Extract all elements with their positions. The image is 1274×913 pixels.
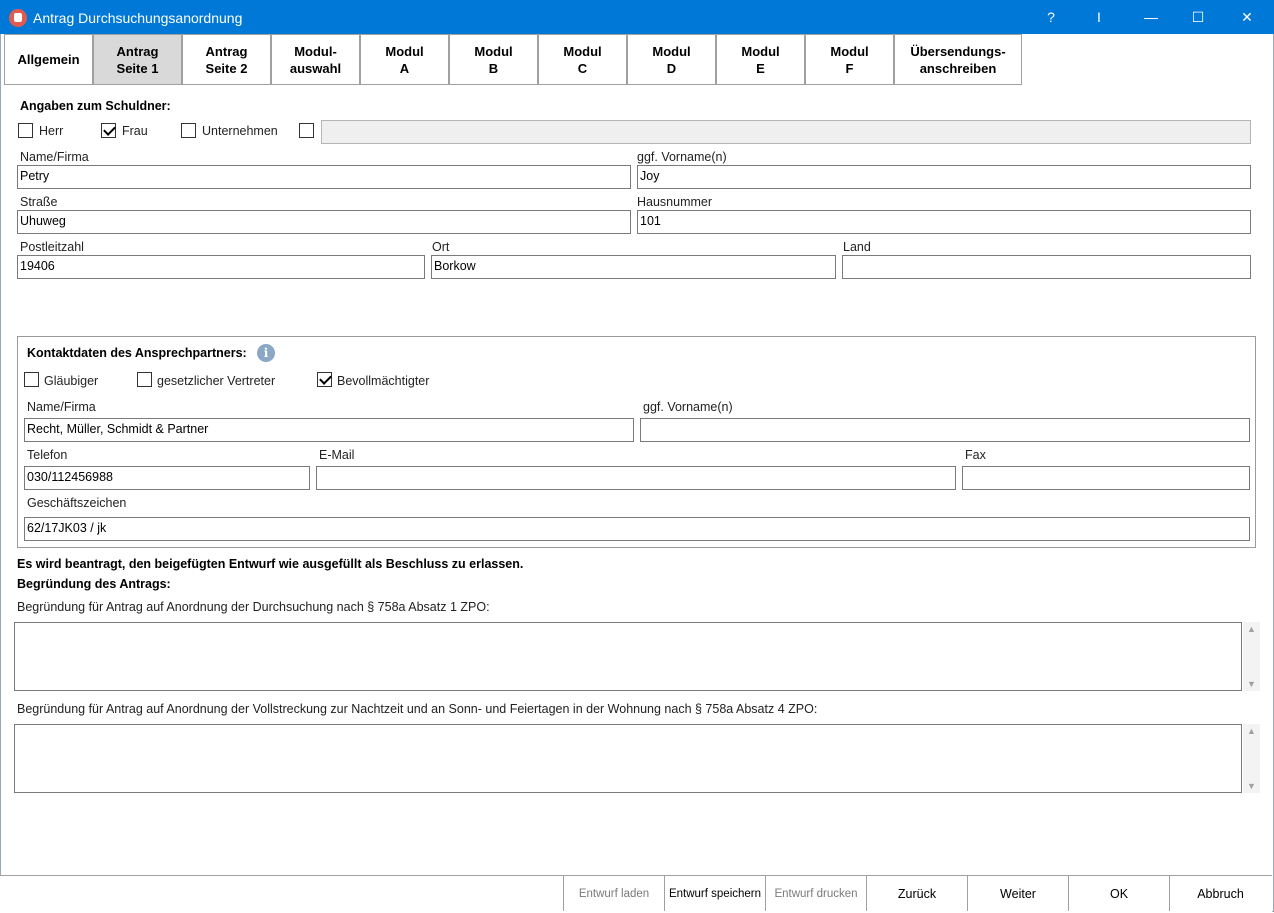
glaeubiger-label: Gläubiger [44,374,99,388]
other-field[interactable] [321,120,1251,144]
other-checkbox[interactable] [299,123,314,138]
tab-modul-d[interactable]: Modul D [627,34,716,85]
kontakt-heading: Kontaktdaten des Ansprechpartners: [27,346,247,360]
entwurf-speichern-button[interactable]: Entwurf speichern [664,876,765,911]
tab-modul-c[interactable]: Modul C [538,34,627,85]
weiter-button[interactable]: Weiter [967,876,1068,911]
fax-label: Fax [965,448,986,462]
herr-label: Herr [39,124,64,138]
kontakt-vorname-label: ggf. Vorname(n) [643,400,733,414]
plz-label: Postleitzahl [20,240,84,254]
tab-modulauswahl[interactable]: Modul- auswahl [271,34,360,85]
tab-antrag-seite-1[interactable]: Antrag Seite 1 [93,34,182,85]
land-field[interactable] [842,255,1251,279]
tab-modul-b[interactable]: Modul B [449,34,538,85]
scroll-up-icon[interactable]: ▲ [1247,726,1256,736]
kontakt-name-label: Name/Firma [27,400,96,414]
email-label: E-Mail [319,448,355,462]
ort-field[interactable]: Borkow [431,255,836,279]
frau-label: Frau [122,124,148,138]
scroll-down-icon[interactable]: ▼ [1247,679,1256,689]
ort-label: Ort [432,240,450,254]
begruendung-2-textarea[interactable] [14,724,1242,793]
schuldner-name-field[interactable]: Petry [17,165,631,189]
ok-button[interactable]: OK [1068,876,1169,911]
fax-field[interactable] [962,466,1250,490]
unternehmen-label: Unternehmen [202,124,278,138]
antrag-statement: Es wird beantragt, den beigefügten Entwurf wie ausgefüllt als Beschluss zu erlassen. [17,557,524,571]
maximize-button[interactable]: ☐ [1191,9,1205,25]
vorname-label: ggf. Vorname(n) [637,150,727,164]
hausnummer-label: Hausnummer [637,195,713,209]
info-icon[interactable]: i [257,344,275,362]
title-bar [0,0,1274,34]
begruendung-1-scrollbar[interactable] [1243,622,1260,691]
plz-field[interactable]: 19406 [17,255,425,279]
tab-modul-f[interactable]: Modul F [805,34,894,85]
geschaeftszeichen-field[interactable]: 62/17JK03 / jk [24,517,1250,541]
name-firma-label: Name/Firma [20,150,89,164]
minimize-button[interactable]: — [1144,9,1158,25]
vertreter-checkbox[interactable] [137,372,152,387]
tab-modul-e[interactable]: Modul E [716,34,805,85]
kontakt-name-field[interactable]: Recht, Müller, Schmidt & Partner [24,418,634,442]
telefon-label: Telefon [27,448,68,462]
text-cursor-icon: I [1097,9,1101,25]
frau-checkbox[interactable] [101,123,116,138]
glaeubiger-checkbox[interactable] [24,372,39,387]
entwurf-laden-button[interactable]: Entwurf laden [563,876,664,911]
tab-allgemein[interactable]: Allgemein [4,34,93,85]
begruendung-1-textarea[interactable] [14,622,1242,691]
land-label: Land [843,240,871,254]
tab-antrag-seite-2[interactable]: Antrag Seite 2 [182,34,271,85]
begruendung-2-scrollbar[interactable] [1243,724,1260,793]
tab-uebersendungsanschreiben[interactable]: Übersendungs- anschreiben [894,34,1022,85]
geschaeftszeichen-label: Geschäftszeichen [27,496,127,510]
zurueck-button[interactable]: Zurück [866,876,967,911]
abbruch-button[interactable]: Abbruch [1169,876,1271,911]
close-button[interactable]: ✕ [1241,9,1253,25]
strasse-field[interactable]: Uhuweg [17,210,631,234]
entwurf-drucken-button[interactable]: Entwurf drucken [765,876,866,911]
schuldner-vorname-field[interactable]: Joy [637,165,1251,189]
strasse-label: Straße [20,195,58,209]
scroll-up-icon[interactable]: ▲ [1247,624,1256,634]
herr-checkbox[interactable] [18,123,33,138]
bevollmaechtigter-label: Bevollmächtigter [337,374,430,388]
scroll-down-icon[interactable]: ▼ [1247,781,1256,791]
app-icon [9,9,27,27]
begruendung-1-label: Begründung für Antrag auf Anordnung der Durchsuchung nach § 758a Absatz 1 ZPO: [17,600,490,614]
hausnummer-field[interactable]: 101 [637,210,1251,234]
window-title: Antrag Durchsuchungsanordnung [33,10,243,26]
help-button[interactable]: ? [1047,9,1055,25]
begruendung-heading: Begründung des Antrags: [17,577,171,591]
schuldner-heading: Angaben zum Schuldner: [20,99,171,113]
telefon-field[interactable]: 030/112456988 [24,466,310,490]
bevollmaechtigter-checkbox[interactable] [317,372,332,387]
unternehmen-checkbox[interactable] [181,123,196,138]
email-field[interactable] [316,466,956,490]
vertreter-label: gesetzlicher Vertreter [157,374,276,388]
tab-modul-a[interactable]: Modul A [360,34,449,85]
kontakt-vorname-field[interactable] [640,418,1250,442]
begruendung-2-label: Begründung für Antrag auf Anordnung der Vollstreckung zur Nachtzeit und an Sonn- und Feiertagen in der Wohnung nach § 758a Absatz 4 ZPO: [17,702,818,716]
